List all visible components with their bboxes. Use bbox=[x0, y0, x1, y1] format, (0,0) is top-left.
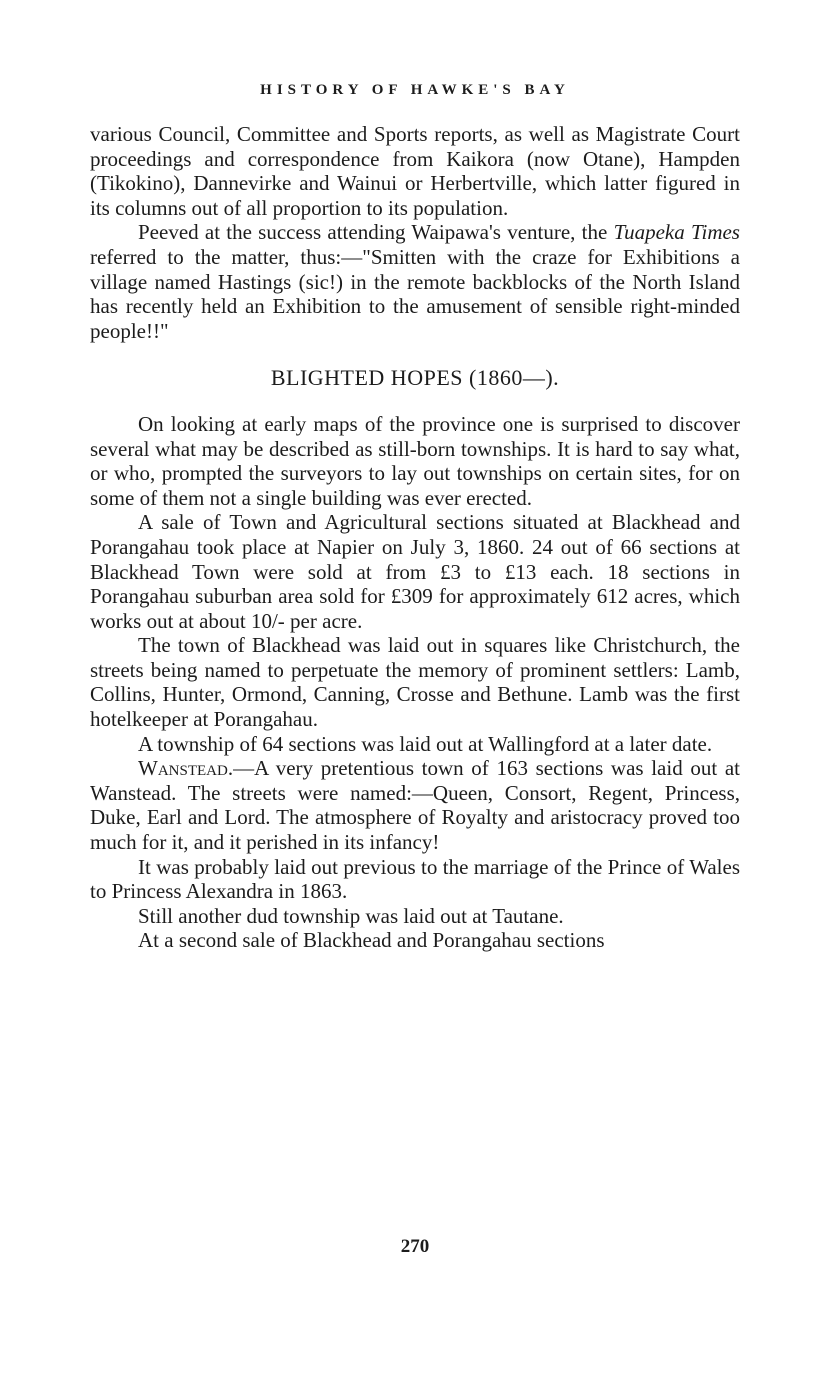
paragraph: It was probably laid out previous to the marriage of the Prince of Wales to Princess Alexandra in 1863. bbox=[90, 854, 740, 904]
paragraph bbox=[90, 220, 740, 343]
paragraph: A sale of Town and Agricultural sections situated at Blackhead and Porangahau took place at Napier on July 3, 1860. 24 out of 66 sections at Blackhead Town were sold at from £3 to £13 each. 18 sections in Porangahau suburban area sold for £309 for approximately 612 acres, which works out at about 10/- per acre. bbox=[90, 510, 740, 633]
paragraph: On looking at early maps of the province one is surprised to discover several what may be described as still-born townships. It is hard to say what, or who, prompted the surveyors to lay out townships on certain sites, for on some of them not a single building was ever erected. bbox=[90, 411, 740, 510]
paragraph: A township of 64 sections was laid out at Wallingford at a later date. bbox=[138, 731, 713, 756]
running-head: HISTORY OF HAWKE'S BAY bbox=[260, 82, 570, 98]
paragraph bbox=[90, 756, 740, 854]
run-in-heading: Wanstead. bbox=[138, 756, 234, 781]
paragraph-text: Peeved at the success attending Waipawa's venture, the bbox=[138, 220, 614, 245]
paragraph: At a second sale of Blackhead and Porangahau sections bbox=[138, 928, 605, 953]
paragraph: Still another dud township was laid out at Tautane. bbox=[138, 903, 564, 928]
newspaper-title: Tuapeka Times bbox=[613, 220, 740, 245]
section-heading: BLIGHTED HOPES (1860—). bbox=[270, 365, 560, 391]
paragraph-text: referred to the matter, thus:—"Smitten with the craze for Exhibitions a village named Hastings (sic!) in the remote backblocks of the North Island has recently held an Exhibition to the amusement of sensible right-minded people!!" bbox=[90, 244, 740, 343]
page-number: 270 bbox=[400, 1236, 430, 1257]
paragraph: various Council, Committee and Sports reports, as well as Magistrate Court proceedings and correspondence from Kaikora (now Otane), Hampden (Tikokino), Dannevirke and Wainui or Herbertville, which latter figured in its columns out of all proportion to its population. bbox=[90, 122, 740, 220]
page-body bbox=[90, 122, 740, 953]
paragraph-text: —A very pretentious town of 163 sections was laid out at Wanstead. The streets were named:—Queen, Consort, Regent, Princess, Duke, Earl and Lord. The atmosphere of Royalty and aristocracy proved too much for it, and it perished in its infancy! bbox=[90, 756, 740, 855]
paragraph: The town of Blackhead was laid out in squares like Christchurch, the streets being named to perpetuate the memory of prominent settlers: Lamb, Collins, Hunter, Ormond, Canning, Crosse and Bethune. Lamb was the first hotelkeeper at Porangahau. bbox=[90, 633, 740, 732]
